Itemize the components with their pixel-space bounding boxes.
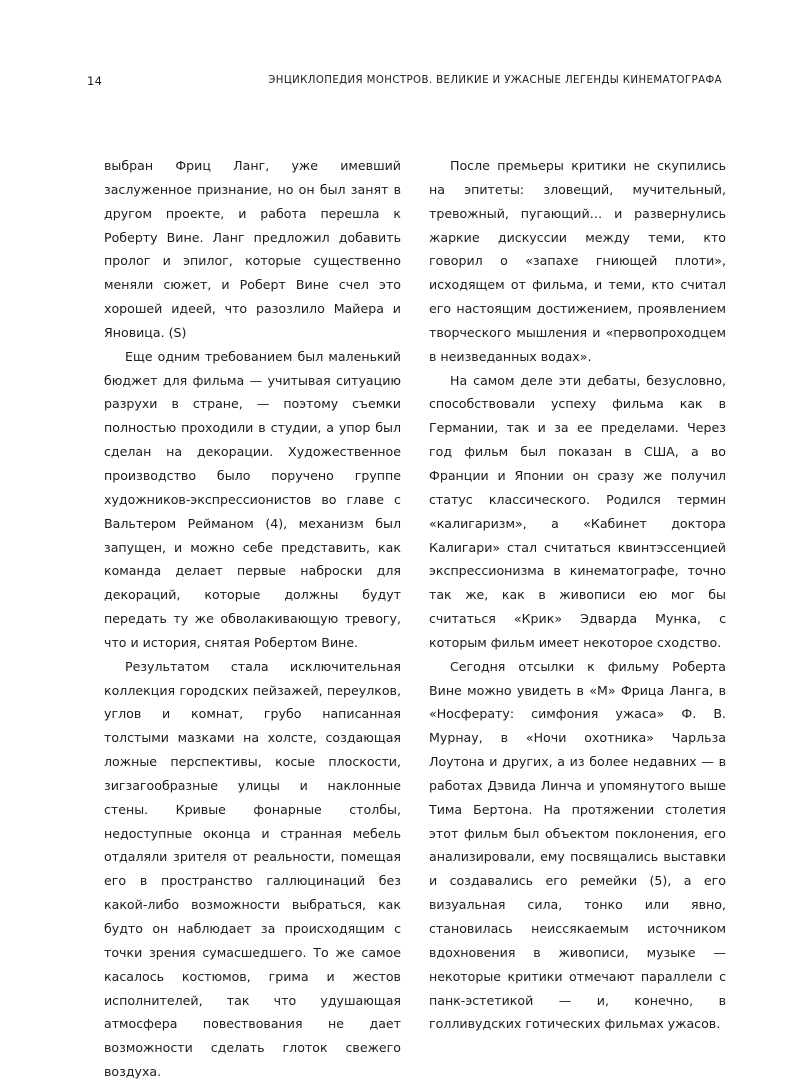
left-text-column xyxy=(104,154,401,1084)
page-number: 14 xyxy=(87,74,103,88)
running-head-title: ЭНЦИКЛОПЕДИЯ МОНСТРОВ. ВЕЛИКИЕ И УЖАСНЫЕ ЛЕГЕНДЫ КИНЕМАТОГРАФА xyxy=(268,75,722,86)
right-text-column xyxy=(429,154,726,1036)
paragraph: На самом деле эти дебаты, безусловно, способствовали успеху фильма как в Германии, так и за ее пределами. Через год фильм был показан в США, а во Франции и Японии он сразу же получил статус классического. Родился термин «калигаризм», а «Кабинет доктора Калигари» стал считаться квинтэссенцией экспрессионизма в кинематографе, точно так же, как в живописи ею мог бы считаться «Крик» Эдварда Мунка, с которым фильм имеет некоторое сходство. xyxy=(429,372,726,650)
paragraph: Еще одним требованием был маленький бюджет для фильма — учитывая ситуацию разрухи в стране, — поэтому съемки полностью проходили в студии, а упор был сделан на декорации. Художественное производство было поручено группе художников-экспрессионистов во главе с Вальтером Рейманом (4), механизм был запущен, и можно себе представить, как команда делает первые наброски для декораций, которые должны будут передать ту же обволакивающую тревогу, что и история, снятая Робертом Вине. xyxy=(104,348,401,650)
paragraph: После премьеры критики не скупились на эпитеты: зловещий, мучительный, тревожный, пугающий… и развернулись жаркие дискуссии между теми, кто говорил о «запахе гниющей плоти», исходящем от фильма, и теми, кто считал его настоящим достижением, проявлением творческого мышления и «первопроходцем в неизведанных водах». xyxy=(429,158,726,364)
paragraph: Сегодня отсылки к фильму Роберта Вине можно увидеть в «М» Фрица Ланга, в «Носферату: симфония ужаса» Ф. В. Мурнау, в «Ночи охотника» Чарльза Лоутона и других, а из более недавних — в работах Дэвида Линча и упомянутого выше Тима Бертона. На протяжении столетия этот фильм был объектом поклонения, его анализировали, ему посвящались выставки и создавались его ремейки (5), а его визуальная сила, тонко или явно, становилась неиссякаемым источником вдохновения в живописи, музыке — некоторые критики отмечают параллели с панк-эстетикой — и, конечно, в голливудских готических фильмах ужасов. xyxy=(429,658,726,1032)
paragraph: Результатом стала исключительная коллекция городских пейзажей, переулков, углов и комнат, грубо написанная толстыми мазками на холсте, создающая ложные перспективы, косые плоскости, зигзагообразные улицы и наклонные стены. Кривые фонарные столбы, недоступные оконца и странная мебель отдаляли зрителя от реальности, помещая его в пространство галлюцинаций без какой-либо возможности выбраться, как будто он наблюдает за происходящим с точки зрения сумасшедшего. То же самое касалось костюмов, грима и жестов исполнителей, так что удушающая атмосфера повествования не дает возможности сделать глоток свежего воздуха. xyxy=(104,658,401,1080)
paragraph: выбран Фриц Ланг, уже имевший заслуженное признание, но он был занят в другом проекте, и работа перешла к Роберту Вине. Ланг предложил добавить пролог и эпилог, которые существенно меняли сюжет, и Роберт Вине счел это хорошей идеей, что разозлило Майера и Яновица. (S) xyxy=(104,158,401,340)
